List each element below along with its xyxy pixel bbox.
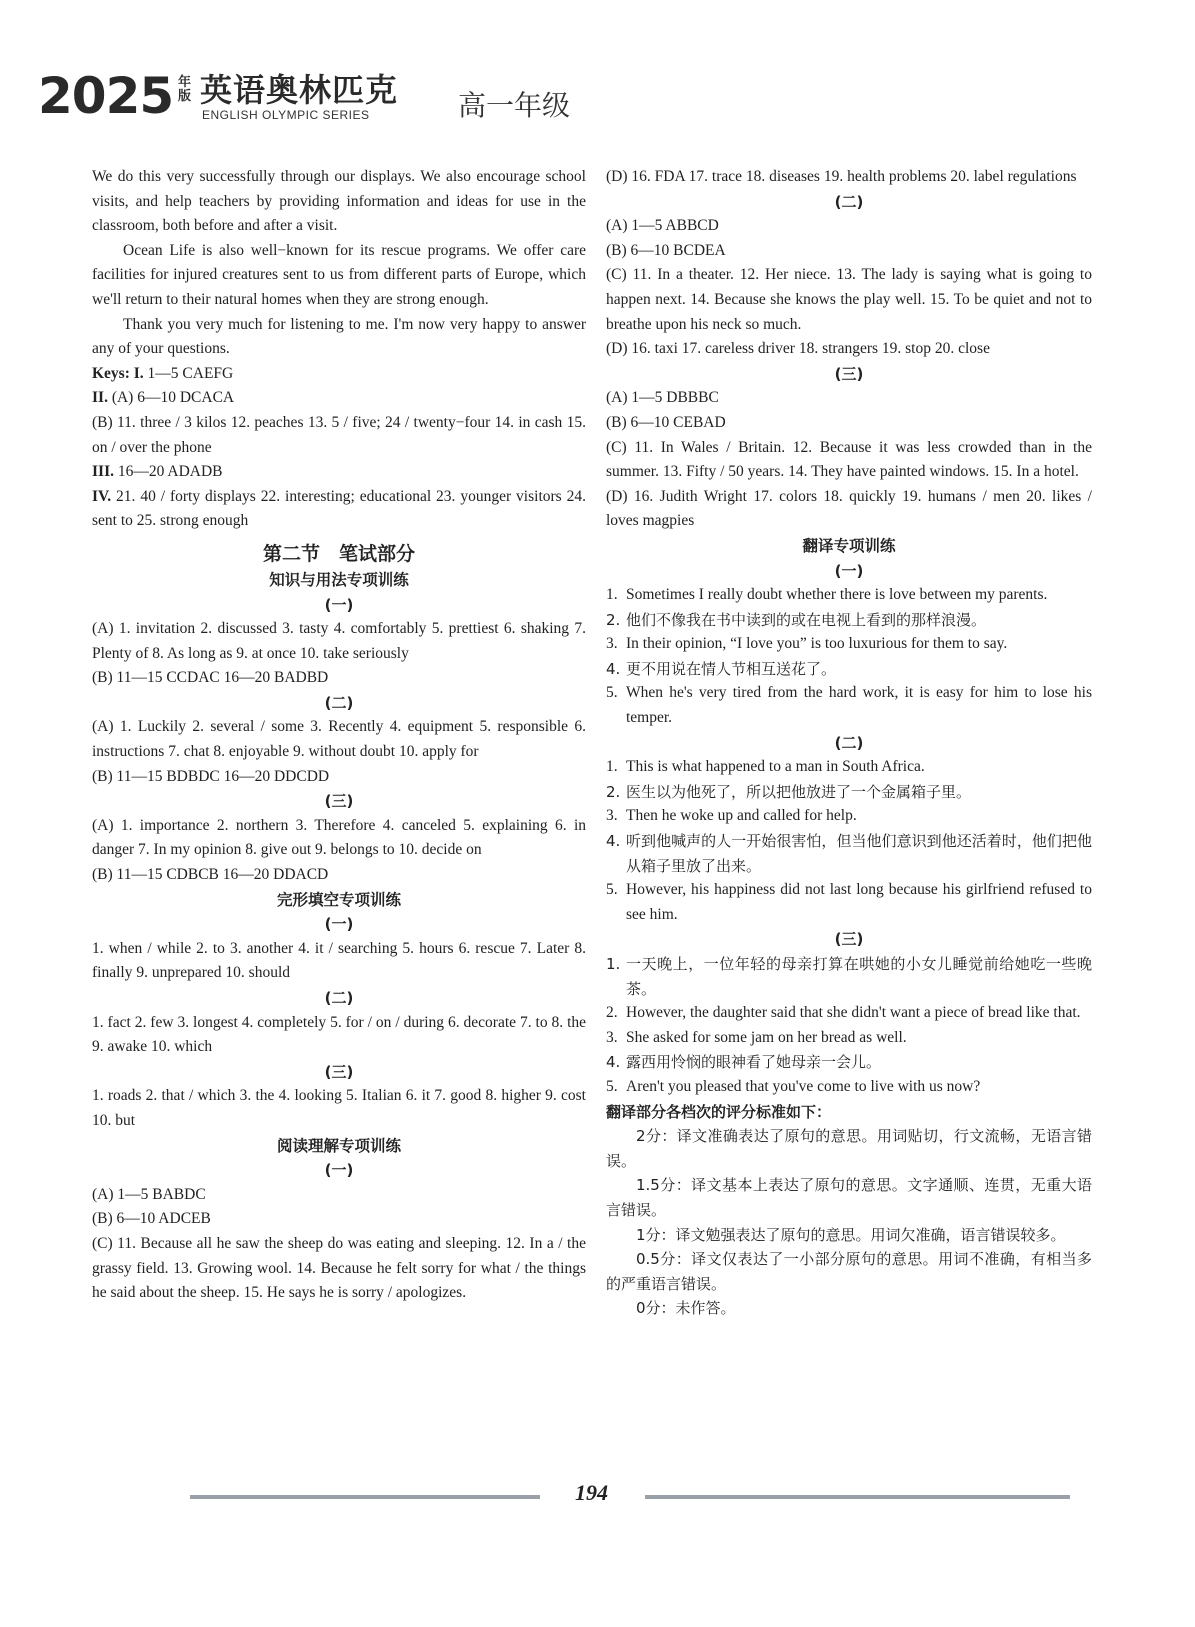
answer-line: (A) 1. invitation 2. discussed 3. tasty 4. comfortably 5. prettiest 6. shaking 7. Plenty of 8. As long as 9. at once 10. take seriously: [92, 620, 586, 662]
page-number: 194: [575, 1480, 608, 1505]
right-column: [606, 165, 1092, 1321]
keys-value: 21. 40 / forty displays 22. interesting; educational 23. younger visitors 24. sent to 25. strong enough: [92, 487, 586, 530]
keys-value: (A) 6—10 DCACA: [107, 389, 235, 407]
keys-label: Keys: I.: [92, 364, 144, 382]
answer-line: (D) 16. taxi 17. careless driver 18. strangers 19. stop 20. close: [606, 340, 990, 358]
header-series-cn: 英语奥林匹克: [200, 71, 399, 109]
part-number: (二): [324, 989, 354, 1007]
answer-line: (A) 1—5 BABDC: [92, 1185, 206, 1203]
list-item: 3. In their opinion, “I love you” is too luxurious for them to say.: [606, 635, 1008, 653]
header-series-en: ENGLISH OLYMPIC SERIES: [202, 108, 370, 122]
answer-line: 1. roads 2. that / which 3. the 4. looking 5. Italian 6. it 7. good 8. higher 9. cost 10. but: [92, 1087, 586, 1129]
list-item: 2. 医生以为他死了，所以把他放进了一个金属箱子里。: [606, 782, 972, 801]
passage-paragraph: Thank you very much for listening to me. I'm now very happy to answer any of your questions.: [92, 315, 586, 358]
part-number: (二): [324, 693, 354, 712]
section-title: 第二节 笔试部分: [262, 542, 415, 565]
keys-label: IV.: [92, 487, 112, 505]
keys-value: 1—5 CAEFG: [143, 364, 234, 382]
keys-line: [92, 362, 586, 387]
keys-label: III.: [92, 463, 114, 481]
part-number: (一): [324, 595, 354, 614]
answer-line: (B) 6—10 CEBAD: [606, 413, 726, 431]
list-item: 1. This is what happened to a man in South Africa.: [606, 758, 925, 776]
translation-list: [606, 952, 1092, 1100]
answer-line: (A) 1—5 ABBCD: [606, 217, 719, 235]
subsection-title: 知识与用法专项训练: [269, 570, 409, 589]
list-item: 5. When he's very tired from the hard work, it is easy for him to lose his temper.: [606, 684, 1092, 727]
answer-line: (C) 11. Because all he saw the sheep do was eating and sleeping. 12. In a / the grassy field. 13. Growing wool. 14. Because he felt sorry for what / the things he said about the sheep. 15. He says he is sorry / apologizes.: [92, 1234, 586, 1302]
list-item: 5. Aren't you pleased that you've come to live with us now?: [606, 1077, 981, 1095]
list-item: 5. However, his happiness did not last long because his girlfriend refused to see him.: [606, 881, 1092, 923]
criteria-title: 翻译部分各档次的评分标准如下：: [606, 1102, 832, 1121]
answer-line: (B) 6—10 ADCEB: [92, 1210, 211, 1228]
part-number: (一): [324, 1161, 354, 1180]
footer-rule: [645, 1495, 1070, 1499]
answer-line: (B) 11—15 BDBDC 16—20 DDCDD: [92, 767, 330, 785]
passage-paragraph: Ocean Life is also well−known for its rescue programs. We offer care facilities for injured creatures sent to us from different parts of Europe, which we'll return to their natural homes when they are strong enough.: [92, 241, 586, 308]
list-item: 3. She asked for some jam on her bread as well.: [606, 1028, 907, 1046]
header-grade: 高一年级: [458, 89, 571, 122]
keys-line: [92, 460, 586, 485]
keys-line: [92, 485, 586, 534]
criteria-item: 0分：未作答。: [636, 1299, 736, 1318]
answer-line: 1. fact 2. few 3. longest 4. completely 5. for / on / during 6. decorate 7. to 8. the 9. awake 10. which: [92, 1013, 586, 1056]
answer-line: (B) 11—15 CCDAC 16—20 BADBD: [92, 669, 329, 687]
criteria-item: 1.5分：译文基本上表达了原句的意思。文字通顺、连贯，无重大语言错误。: [606, 1176, 1092, 1219]
keys-line: (B) 11. three / 3 kilos 12. peaches 13. 5 / five; 24 / twenty−four 14. in cash 15. on / over the phone: [92, 413, 586, 456]
subsection-title: 翻译专项训练: [802, 536, 896, 555]
part-number: (二): [834, 733, 864, 752]
list-item: 4. 听到他喊声的人一开始很害怕，但当他们意识到他还活着时，他们把他从箱子里放了出来。: [606, 832, 1092, 875]
list-item: 3. Then he woke up and called for help.: [606, 807, 857, 825]
criteria-item: 2分：译文准确表达了原句的意思。用词贴切，行文流畅，无语言错误。: [606, 1127, 1092, 1170]
left-column: [92, 165, 586, 1306]
answer-line: (D) 16. Judith Wright 17. colors 18. quickly 19. humans / men 20. likes / loves magpies: [606, 487, 1092, 530]
page-footer: [190, 1480, 1070, 1510]
answer-line: (A) 1. importance 2. northern 3. Therefore 4. canceled 5. explaining 6. in danger 7. In my opinion 8. give out 9. belongs to 10. decide on: [92, 816, 586, 859]
criteria-item: 1分：译文勉强表达了原句的意思。用词欠准确，语言错误较多。: [636, 1225, 1066, 1244]
list-item: 1. 一天晚上，一位年轻的母亲打算在哄她的小女儿睡觉前给她吃一些晚茶。: [606, 955, 1092, 998]
header-year: 2025: [38, 67, 174, 125]
part-number: (二): [834, 192, 864, 211]
answer-line: (A) 1. Luckily 2. several / some 3. Recently 4. equipment 5. responsible 6. instructions 7. chat 8. enjoyable 9. without doubt 10. apply for: [92, 718, 586, 761]
answer-line: 1. when / while 2. to 3. another 4. it / searching 5. hours 6. rescue 7. Later 8. finally 9. unprepared 10. should: [92, 939, 586, 982]
subsection-title: 完形填空专项训练: [276, 890, 401, 909]
passage-paragraph: We do this very successfully through our displays. We also encourage school visits, and help teachers by providing information and ideas for use in the classroom, both before and after a visit.: [92, 168, 586, 235]
list-item: 2. 他们不像我在书中读到的或在电视上看到的那样浪漫。: [606, 610, 987, 629]
list-item: 4. 露西用怜悯的眼神看了她母亲一会儿。: [606, 1053, 882, 1072]
header-edition: 年版: [178, 75, 192, 104]
answer-line: (B) 11—15 CDBCB 16—20 DDACD: [92, 866, 329, 884]
subsection-title: 阅读理解专项训练: [276, 1136, 401, 1155]
translation-list: [606, 755, 1092, 927]
footer-rule: [190, 1495, 540, 1499]
part-number: (三): [834, 930, 864, 949]
part-number: (三): [834, 364, 864, 383]
keys-line: [92, 386, 586, 411]
answer-line: (C) 11. In a theater. 12. Her niece. 13. The lady is saying what is going to happen next. 14. Because she knows the play well. 15. To be quiet and not to breathe upon his neck so much.: [606, 266, 1092, 333]
translation-list: [606, 583, 1092, 731]
answer-line: (B) 6—10 BCDEA: [606, 241, 726, 259]
part-number: (三): [324, 1062, 354, 1081]
keys-value: 16—20 ADADB: [113, 463, 223, 481]
answer-line: (C) 11. In Wales / Britain. 12. Because it was less crowded than in the summer. 13. Fifty / 50 years. 14. They have painted windows. 15. In a hotel.: [606, 438, 1092, 481]
criteria-item: 0.5分：译文仅表达了一小部分原句的意思。用词不准确，有相当多的严重语言错误。: [606, 1250, 1092, 1293]
list-item: 1. Sometimes I really doubt whether there is love between my parents.: [606, 586, 1048, 604]
list-item: 4. 更不用说在情人节相互送花了。: [606, 659, 837, 678]
keys-label: II.: [92, 389, 108, 407]
list-item: 2. However, the daughter said that she didn't want a piece of bread like that.: [606, 1004, 1081, 1022]
part-number: (三): [324, 792, 354, 811]
part-number: (一): [834, 561, 864, 580]
answer-line: (A) 1—5 DBBBC: [606, 389, 719, 407]
answer-line: (D) 16. FDA 17. trace 18. diseases 19. health problems 20. label regulations: [606, 168, 1077, 185]
part-number: (一): [324, 915, 354, 934]
